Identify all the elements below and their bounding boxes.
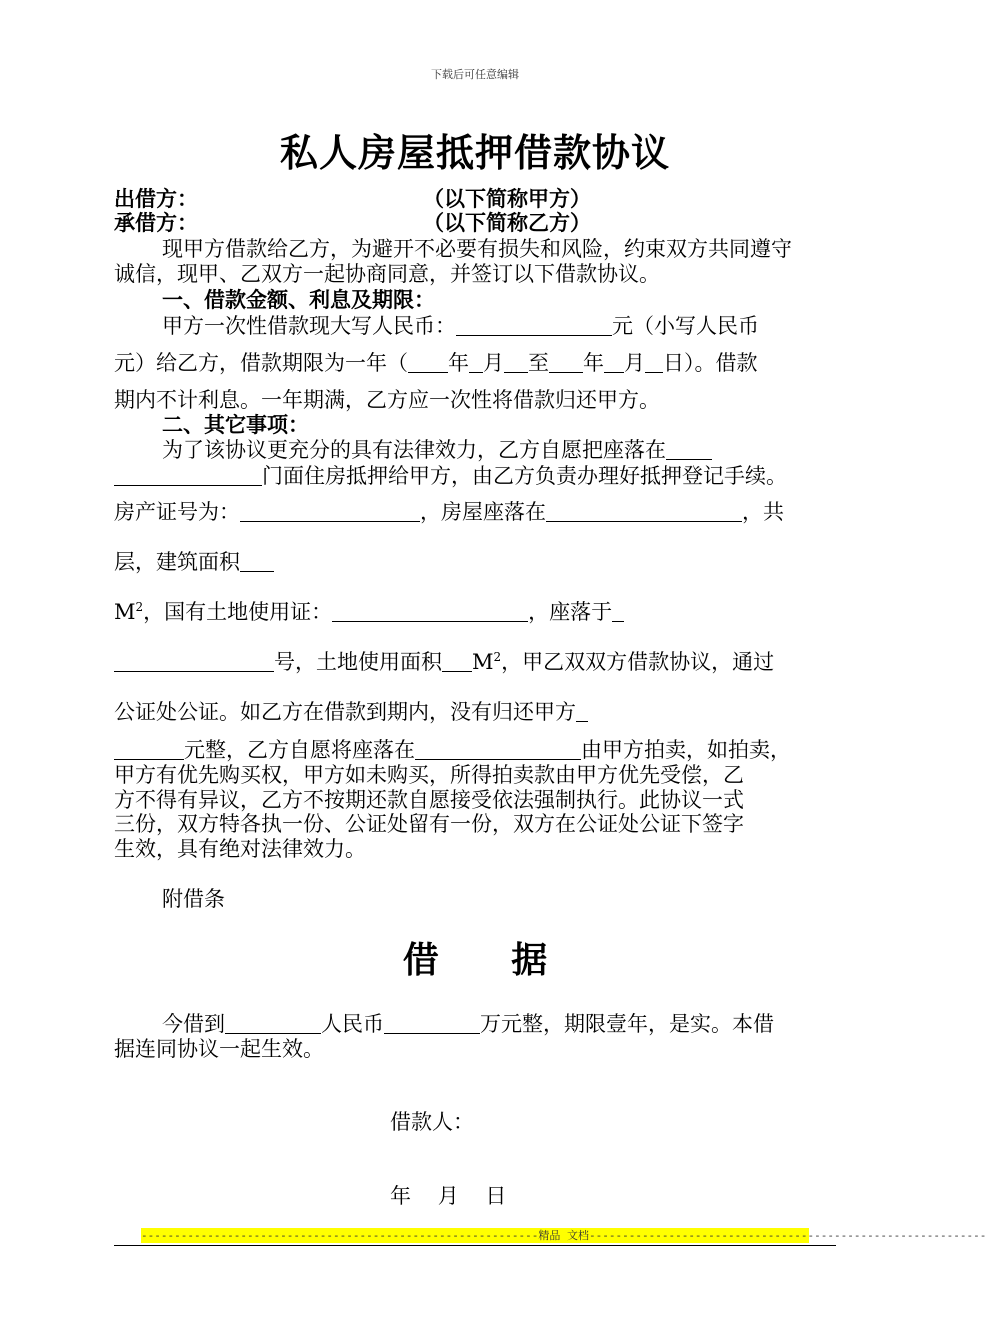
section2-line-12: 生效，具有绝对法律效力。 <box>114 837 366 861</box>
end-month-blank <box>604 351 624 373</box>
section2-heading: 二、其它事项： <box>162 413 309 437</box>
cert-label: 房产证号为： <box>114 500 240 524</box>
area-blank <box>240 550 274 572</box>
section2-line-9: 甲方有优先购买权，甲方如未购买，所得拍卖款由甲方优先受偿，乙 <box>114 763 744 787</box>
section2-line-4 <box>114 546 274 576</box>
unit-m: M <box>114 600 136 624</box>
location-blank <box>666 438 712 460</box>
lender-label: 出借方： <box>114 187 198 211</box>
lender-name-blank <box>225 1012 321 1034</box>
section2-line-2 <box>114 460 787 490</box>
section1-line-1 <box>162 310 759 340</box>
land-area-blank <box>442 650 472 672</box>
section1-heading: 一、借款金额、利息及期限： <box>162 288 435 312</box>
year-label-2: 年 <box>583 351 604 375</box>
cert-blank <box>240 500 420 522</box>
end-year-blank <box>549 351 583 373</box>
section2-line-1-text: 为了该协议更充分的具有法律效力，乙方自愿把座落在 <box>162 438 666 462</box>
footer-banner: ------------------------------------------------------------精品 文档------------------------------------------------------------ <box>141 1229 986 1242</box>
borrowed-from-label: 今借到 <box>162 1012 225 1036</box>
repay-blank <box>576 700 588 722</box>
year-label: 年 <box>448 351 469 375</box>
section2-line-2-text: 门面住房抵押给甲方，由乙方负责办理好抵押登记手续。 <box>262 464 787 488</box>
unit-m-2: M <box>472 650 494 674</box>
section2-line-7-text: 公证处公证。如乙方在借款到期内，没有归还甲方 <box>114 700 576 724</box>
section2-line-5 <box>114 596 624 626</box>
amount-suffix: 元（小写人民币 <box>612 314 759 338</box>
iou-line-1-text: 万元整，期限壹年，是实。本借 <box>480 1012 774 1036</box>
area-label: 层，建筑面积 <box>114 550 240 574</box>
repay-amount-blank <box>114 738 184 760</box>
attachment-note: 附借条 <box>162 887 225 911</box>
house-location-blank <box>546 500 742 522</box>
section2-line-8-text-b: 由甲方拍卖，如拍卖， <box>581 738 791 762</box>
section2-line-11: 三份，双方特各执一份、公证处留有一份，双方在公证处公证下签字 <box>114 812 744 836</box>
number-blank <box>114 650 274 672</box>
iou-line-2: 据连同协议一起生效。 <box>114 1037 324 1061</box>
land-cert-blank <box>332 600 528 622</box>
month-label-2: 月 <box>624 351 645 375</box>
section2-line-10: 方不得有异议，乙方不按期还款自愿接受依法强制执行。此协议一式 <box>114 788 744 812</box>
located-label: ，座落于 <box>528 600 613 624</box>
end-day-blank <box>645 351 663 373</box>
section1-line-2 <box>114 347 758 377</box>
section2-line-3 <box>114 496 784 526</box>
start-month-blank <box>469 351 483 373</box>
unit-sup-2: 2 <box>493 650 502 664</box>
iou-amount-blank <box>384 1012 480 1034</box>
house-location-label: ，房屋座落在 <box>420 500 546 524</box>
intro-line-2: 诚信，现甲、乙双方一起协商同意，并签订以下借款协议。 <box>114 262 660 286</box>
iou-borrower-label: 借款人： <box>390 1110 474 1134</box>
footer-rule <box>114 1245 836 1246</box>
term-suffix: 日）。借款 <box>663 351 758 375</box>
rmb-label: 人民币 <box>321 1012 384 1036</box>
header-note: 下载后可任意编辑 <box>431 68 519 81</box>
auction-location-blank <box>415 738 581 760</box>
month-label: 月 <box>483 351 504 375</box>
iou-title: 借 据 <box>402 940 578 981</box>
section2-line-6-text: ，甲乙双双方借款协议，通过 <box>501 650 775 674</box>
unit-sup: 2 <box>135 600 144 614</box>
section1-line-3: 期内不计利息。一年期满，乙方应一次性将借款归还甲方。 <box>114 388 660 412</box>
section2-line-8-text-a: 元整，乙方自愿将座落在 <box>184 738 415 762</box>
intro-line-1: 现甲方借款给乙方，为避开不必要有损失和风险，约束双方共同遵守 <box>162 237 792 261</box>
iou-date: 年 月 日 <box>390 1184 507 1208</box>
land-area-label: 号，土地使用面积 <box>274 650 442 674</box>
amount-blank <box>456 314 612 336</box>
section2-line-6 <box>114 646 774 676</box>
section2-line-7 <box>114 696 588 726</box>
location-blank-cont <box>114 464 262 486</box>
start-year-blank <box>408 351 448 373</box>
lender-note: （以下简称甲方） <box>423 187 591 211</box>
to-label: 至 <box>528 351 549 375</box>
start-day-blank <box>504 351 528 373</box>
term-prefix: 元）给乙方，借款期限为一年（ <box>114 351 408 375</box>
located-blank <box>612 600 624 622</box>
document-title: 私人房屋抵押借款协议 <box>279 131 670 175</box>
amount-prefix: 甲方一次性借款现大写人民币： <box>162 314 456 338</box>
land-cert-label: ，国有土地使用证： <box>143 600 333 624</box>
total-label: ，共 <box>742 500 784 524</box>
borrower-label: 承借方： <box>114 211 198 235</box>
borrower-note: （以下简称乙方） <box>423 211 591 235</box>
